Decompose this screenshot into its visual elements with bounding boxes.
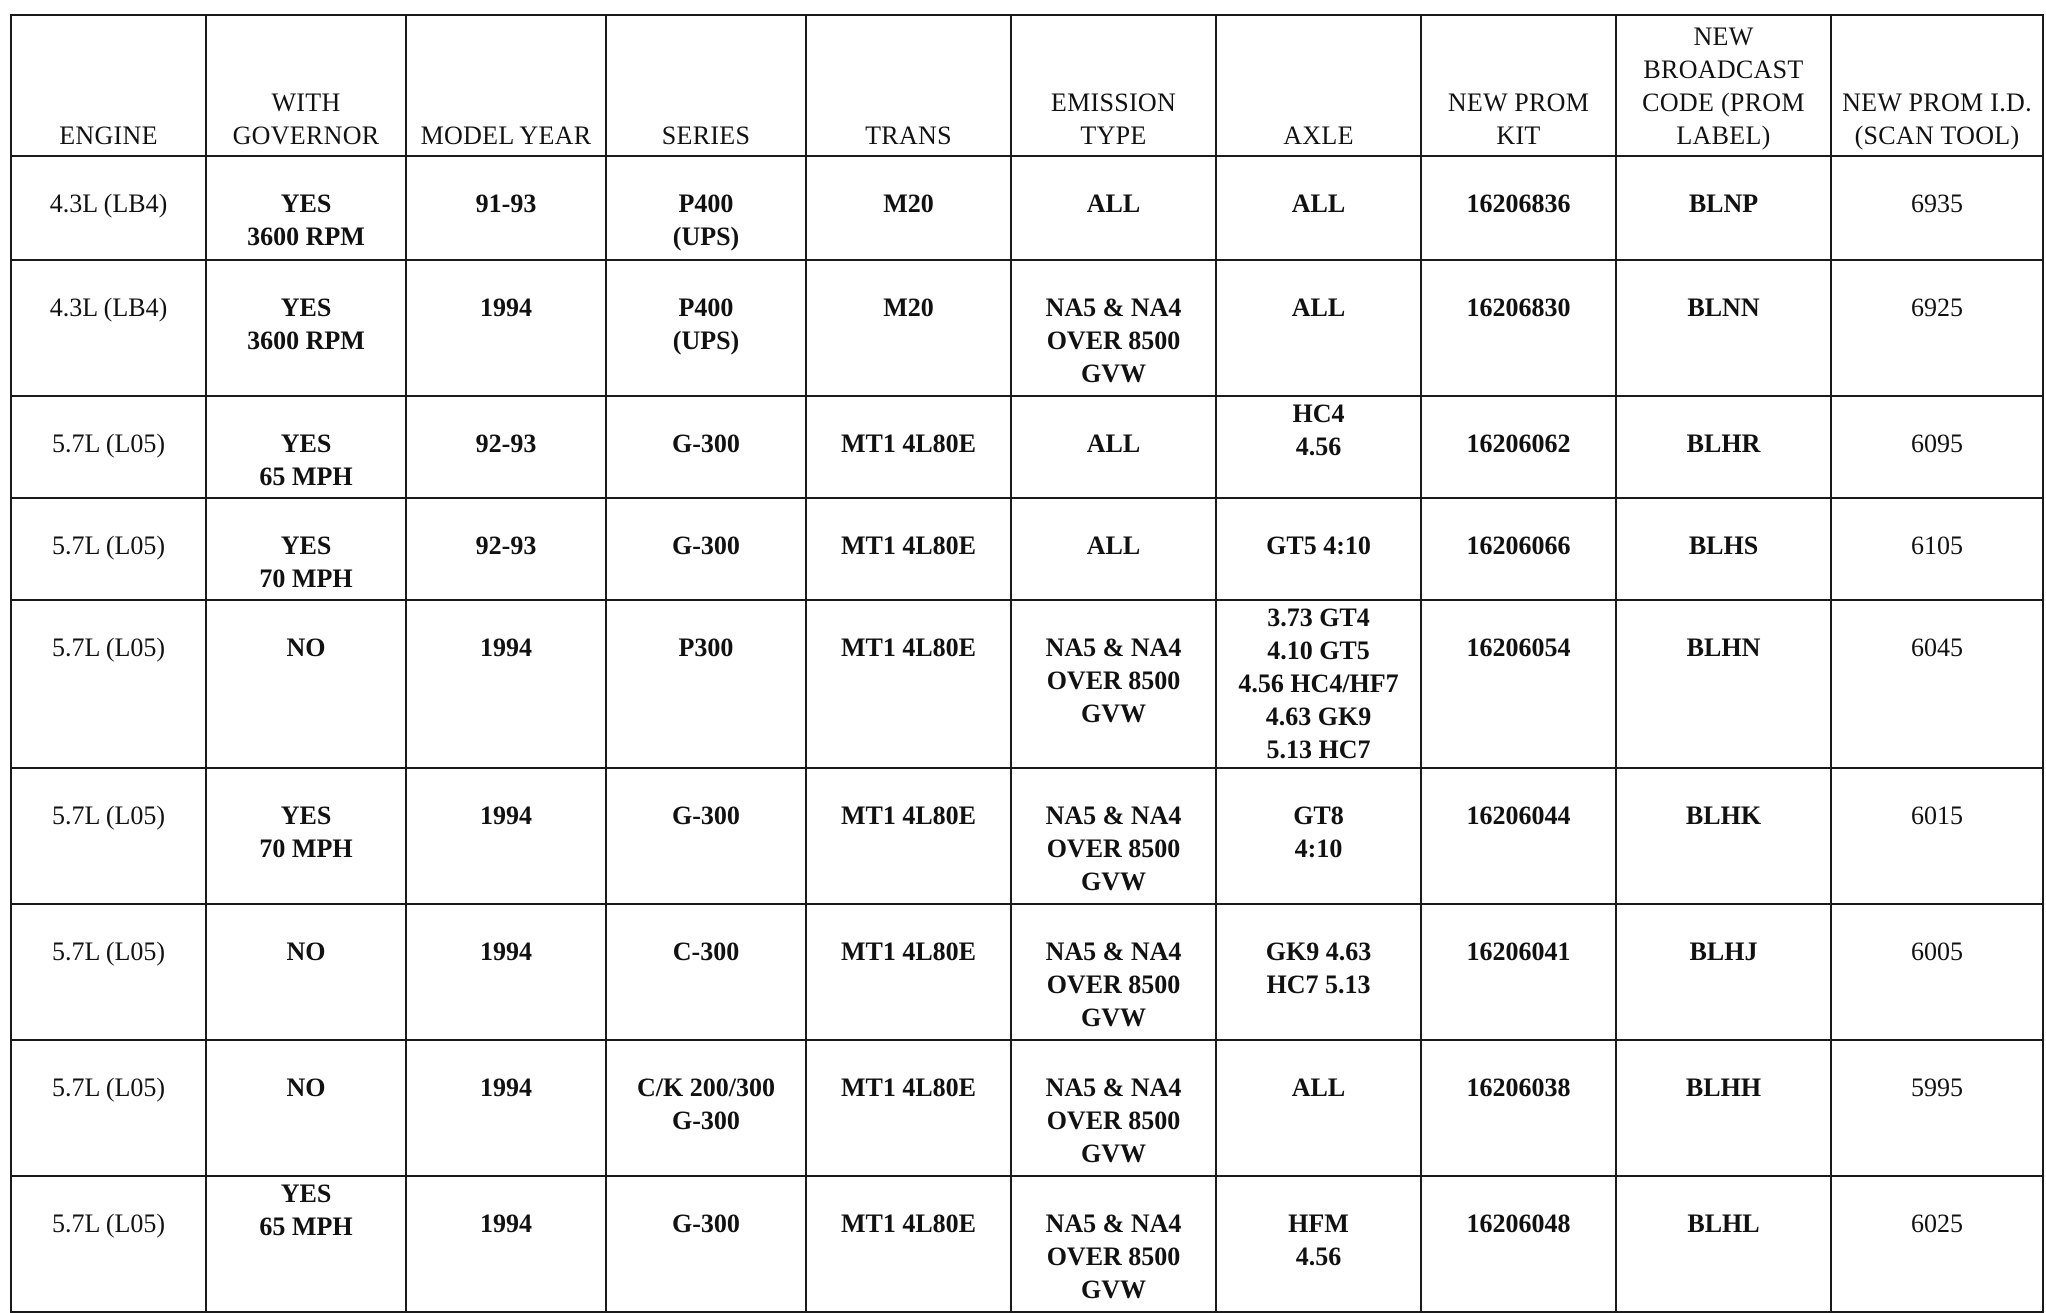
cell-broadcast-code-text: BLHJ	[1689, 937, 1758, 966]
cell-emission-type	[1011, 768, 1216, 904]
cell-axle	[1216, 768, 1421, 904]
cell-new-prom-kit	[1421, 600, 1616, 768]
cell-new-prom-kit-text: 16206054	[1466, 633, 1571, 662]
cell-engine-text: 5.7L (L05)	[51, 1209, 166, 1238]
cell-emission-type-line: ALL	[1086, 531, 1141, 560]
cell-emission-type	[1011, 498, 1216, 600]
cell-axle	[1216, 1176, 1421, 1312]
cell-trans-text: M20	[883, 189, 934, 218]
cell-governor	[206, 1176, 406, 1312]
cell-new-prom-kit	[1421, 396, 1616, 498]
cell-prom-id	[1831, 260, 2043, 396]
cell-emission-type	[1011, 1176, 1216, 1312]
cell-emission-type	[1011, 904, 1216, 1040]
header-broadcast-code: NEW BROADCAST CODE (PROM LABEL)	[1616, 15, 1831, 156]
cell-broadcast-code-text: BLNN	[1687, 293, 1760, 322]
cell-engine	[11, 1176, 206, 1312]
cell-emission-type-line: NA5 & NA4	[1045, 937, 1182, 966]
header-axle: AXLE	[1216, 15, 1421, 156]
cell-trans-text: MT1 4L80E	[840, 633, 977, 662]
cell-trans	[806, 600, 1011, 768]
cell-model-year-text: 91-93	[475, 189, 537, 218]
header-trans: TRANS	[806, 15, 1011, 156]
cell-trans-text: M20	[883, 293, 934, 322]
cell-new-prom-kit	[1421, 1040, 1616, 1176]
cell-axle-line: ALL	[1291, 1073, 1346, 1102]
cell-emission-type-line: NA5 & NA4	[1045, 1073, 1182, 1102]
cell-series-line: P300	[678, 633, 734, 662]
cell-governor	[206, 260, 406, 396]
header-model-year: MODEL YEAR	[406, 15, 606, 156]
cell-series-line: P400	[678, 293, 734, 322]
cell-prom-id-text: 6025	[1911, 1209, 1963, 1238]
cell-new-prom-kit-text: 16206062	[1466, 429, 1571, 458]
cell-prom-id	[1831, 1176, 2043, 1312]
cell-trans	[806, 396, 1011, 498]
header-prom-id: NEW PROM I.D. (SCAN TOOL)	[1831, 15, 2043, 156]
cell-new-prom-kit-text: 16206830	[1466, 293, 1571, 322]
cell-broadcast-code-text: BLHK	[1685, 801, 1762, 830]
cell-prom-id-text: 6015	[1911, 801, 1963, 830]
cell-engine	[11, 156, 206, 260]
cell-prom-id	[1831, 156, 2043, 260]
cell-governor	[206, 768, 406, 904]
cell-model-year	[406, 498, 606, 600]
cell-broadcast-code	[1616, 498, 1831, 600]
cell-axle-line: HC7 5.13	[1266, 970, 1371, 999]
cell-model-year	[406, 1176, 606, 1312]
cell-series-line: C-300	[672, 937, 740, 966]
table-row	[11, 600, 2043, 768]
cell-trans	[806, 1040, 1011, 1176]
cell-prom-id-text: 6105	[1911, 531, 1963, 560]
cell-axle-line: 4.10 GT5	[1267, 636, 1370, 665]
cell-governor-line: YES	[280, 189, 332, 218]
cell-axle-line: ALL	[1291, 293, 1346, 322]
cell-series-line: G-300	[672, 1209, 740, 1238]
cell-model-year-text: 92-93	[475, 531, 537, 560]
cell-model-year	[406, 904, 606, 1040]
cell-engine-text: 4.3L (LB4)	[49, 189, 168, 218]
cell-prom-id-text: 6935	[1911, 189, 1963, 218]
cell-governor-line: YES	[280, 1179, 332, 1208]
cell-emission-type	[1011, 260, 1216, 396]
cell-engine-text: 5.7L (L05)	[51, 429, 166, 458]
cell-emission-type-line: NA5 & NA4	[1045, 801, 1182, 830]
cell-axle-line: 4.56	[1295, 432, 1342, 461]
table-row	[11, 260, 2043, 396]
cell-broadcast-code-text: BLHR	[1686, 429, 1761, 458]
cell-new-prom-kit	[1421, 904, 1616, 1040]
cell-axle-line: 4:10	[1294, 834, 1343, 863]
table-header	[11, 15, 2043, 156]
cell-series-line: (UPS)	[672, 222, 740, 251]
cell-prom-id-text: 6095	[1911, 429, 1963, 458]
cell-series	[606, 1040, 806, 1176]
cell-trans-text: MT1 4L80E	[840, 801, 977, 830]
cell-model-year	[406, 156, 606, 260]
cell-emission-type-line: OVER 8500	[1046, 1106, 1181, 1135]
cell-series	[606, 498, 806, 600]
cell-series	[606, 904, 806, 1040]
cell-model-year-text: 1994	[480, 801, 532, 830]
cell-emission-type-line: OVER 8500	[1046, 666, 1181, 695]
cell-emission-type	[1011, 1040, 1216, 1176]
cell-emission-type-line: NA5 & NA4	[1045, 293, 1182, 322]
cell-model-year-text: 1994	[480, 633, 532, 662]
cell-new-prom-kit-text: 16206048	[1466, 1209, 1571, 1238]
cell-emission-type-line: NA5 & NA4	[1045, 633, 1182, 662]
cell-governor-line: 3600 RPM	[247, 326, 365, 355]
cell-engine-text: 5.7L (L05)	[51, 531, 166, 560]
cell-engine-text: 4.3L (LB4)	[49, 293, 168, 322]
cell-broadcast-code-text: BLHH	[1685, 1073, 1762, 1102]
table-row	[11, 396, 2043, 498]
cell-emission-type-line: GVW	[1081, 699, 1146, 728]
cell-model-year-text: 1994	[480, 937, 532, 966]
cell-governor-line: NO	[286, 1073, 326, 1102]
cell-governor	[206, 156, 406, 260]
cell-axle	[1216, 396, 1421, 498]
cell-series-line: P400	[678, 189, 734, 218]
cell-broadcast-code	[1616, 768, 1831, 904]
cell-axle	[1216, 904, 1421, 1040]
cell-axle-line: HC4	[1292, 399, 1345, 428]
cell-engine-text: 5.7L (L05)	[51, 633, 166, 662]
cell-broadcast-code	[1616, 396, 1831, 498]
cell-emission-type	[1011, 600, 1216, 768]
cell-broadcast-code-text: BLHS	[1688, 531, 1759, 560]
cell-engine	[11, 260, 206, 396]
cell-model-year	[406, 1040, 606, 1176]
cell-axle	[1216, 156, 1421, 260]
header-engine: ENGINE	[11, 15, 206, 156]
cell-governor-line: NO	[286, 633, 326, 662]
cell-trans	[806, 498, 1011, 600]
cell-new-prom-kit	[1421, 768, 1616, 904]
cell-model-year-text: 1994	[480, 293, 532, 322]
cell-emission-type-line: OVER 8500	[1046, 834, 1181, 863]
cell-emission-type-line: GVW	[1081, 1003, 1146, 1032]
cell-trans-text: MT1 4L80E	[840, 937, 977, 966]
header-series: SERIES	[606, 15, 806, 156]
cell-governor-line: 70 MPH	[259, 834, 353, 863]
cell-emission-type-line: GVW	[1081, 359, 1146, 388]
cell-emission-type-line: NA5 & NA4	[1045, 1209, 1182, 1238]
cell-new-prom-kit-text: 16206836	[1466, 189, 1571, 218]
cell-series-line: (UPS)	[672, 326, 740, 355]
cell-axle	[1216, 498, 1421, 600]
cell-emission-type-line: GVW	[1081, 867, 1146, 896]
cell-series-line: G-300	[672, 429, 740, 458]
cell-emission-type	[1011, 396, 1216, 498]
cell-emission-type-line: ALL	[1086, 429, 1141, 458]
cell-prom-id-text: 6045	[1911, 633, 1963, 662]
cell-series	[606, 768, 806, 904]
cell-engine	[11, 600, 206, 768]
cell-trans	[806, 260, 1011, 396]
cell-new-prom-kit	[1421, 260, 1616, 396]
cell-trans-text: MT1 4L80E	[840, 1209, 977, 1238]
table-row	[11, 498, 2043, 600]
cell-trans	[806, 156, 1011, 260]
cell-prom-id	[1831, 904, 2043, 1040]
prom-table	[10, 14, 2044, 1313]
header-emission-type: EMISSION TYPE	[1011, 15, 1216, 156]
cell-model-year-text: 92-93	[475, 429, 537, 458]
cell-governor	[206, 600, 406, 768]
cell-prom-id	[1831, 1040, 2043, 1176]
cell-trans	[806, 904, 1011, 1040]
cell-prom-id	[1831, 768, 2043, 904]
cell-series-line: G-300	[672, 531, 740, 560]
cell-trans	[806, 768, 1011, 904]
cell-new-prom-kit-text: 16206044	[1466, 801, 1571, 830]
cell-model-year-text: 1994	[480, 1209, 532, 1238]
table-row	[11, 1176, 2043, 1312]
cell-axle	[1216, 260, 1421, 396]
header-new-prom-kit: NEW PROM KIT	[1421, 15, 1616, 156]
table-row	[11, 1040, 2043, 1176]
table-body	[11, 156, 2043, 1312]
cell-engine	[11, 498, 206, 600]
cell-engine	[11, 904, 206, 1040]
cell-engine	[11, 396, 206, 498]
cell-series	[606, 396, 806, 498]
cell-series	[606, 1176, 806, 1312]
cell-axle-line: GT5 4:10	[1266, 531, 1371, 560]
cell-series	[606, 260, 806, 396]
cell-prom-id	[1831, 396, 2043, 498]
cell-broadcast-code	[1616, 156, 1831, 260]
cell-new-prom-kit	[1421, 156, 1616, 260]
cell-broadcast-code	[1616, 1176, 1831, 1312]
cell-broadcast-code	[1616, 260, 1831, 396]
cell-model-year	[406, 260, 606, 396]
cell-governor-line: NO	[286, 937, 326, 966]
cell-model-year	[406, 600, 606, 768]
cell-emission-type-line: OVER 8500	[1046, 326, 1181, 355]
cell-governor-line: YES	[280, 531, 332, 560]
cell-axle	[1216, 1040, 1421, 1176]
cell-broadcast-code	[1616, 1040, 1831, 1176]
cell-governor	[206, 1040, 406, 1176]
cell-emission-type-line: GVW	[1081, 1139, 1146, 1168]
cell-engine	[11, 1040, 206, 1176]
cell-new-prom-kit-text: 16206066	[1466, 531, 1571, 560]
cell-prom-id-text: 5995	[1911, 1073, 1963, 1102]
cell-broadcast-code	[1616, 904, 1831, 1040]
cell-prom-id	[1831, 498, 2043, 600]
cell-engine-text: 5.7L (L05)	[51, 937, 166, 966]
cell-model-year	[406, 768, 606, 904]
cell-model-year-text: 1994	[480, 1073, 532, 1102]
cell-trans-text: MT1 4L80E	[840, 429, 977, 458]
table-row	[11, 156, 2043, 260]
cell-axle-line: GT8	[1293, 801, 1344, 830]
cell-axle-line: 4.56	[1295, 1242, 1342, 1271]
cell-axle-line: 3.73 GT4	[1267, 603, 1370, 632]
cell-governor-line: 70 MPH	[259, 564, 353, 593]
cell-broadcast-code-text: BLHL	[1687, 1209, 1760, 1238]
cell-trans-text: MT1 4L80E	[840, 1073, 977, 1102]
cell-governor-line: YES	[280, 429, 332, 458]
prom-document	[10, 14, 2044, 1313]
cell-broadcast-code	[1616, 600, 1831, 768]
cell-trans-text: MT1 4L80E	[840, 531, 977, 560]
cell-new-prom-kit-text: 16206038	[1466, 1073, 1571, 1102]
cell-engine	[11, 768, 206, 904]
cell-series	[606, 600, 806, 768]
cell-governor-line: 65 MPH	[259, 462, 353, 491]
cell-prom-id-text: 6925	[1911, 293, 1963, 322]
cell-governor-line: YES	[280, 293, 332, 322]
table-row	[11, 768, 2043, 904]
cell-series-line: C/K 200/300	[637, 1073, 775, 1102]
cell-series-line: G-300	[672, 1106, 740, 1135]
cell-series	[606, 156, 806, 260]
cell-governor	[206, 396, 406, 498]
cell-emission-type-line: ALL	[1086, 189, 1141, 218]
cell-engine-text: 5.7L (L05)	[51, 1073, 166, 1102]
cell-axle-line: GK9 4.63	[1265, 937, 1372, 966]
cell-axle-line: 4.56 HC4/HF7	[1238, 669, 1399, 698]
cell-emission-type-line: OVER 8500	[1046, 1242, 1181, 1271]
cell-emission-type	[1011, 156, 1216, 260]
cell-new-prom-kit	[1421, 1176, 1616, 1312]
cell-axle	[1216, 600, 1421, 768]
cell-prom-id-text: 6005	[1911, 937, 1963, 966]
cell-governor-line: 3600 RPM	[247, 222, 365, 251]
cell-broadcast-code-text: BLHN	[1686, 633, 1761, 662]
cell-series-line: G-300	[672, 801, 740, 830]
header-row	[11, 15, 2043, 156]
cell-model-year	[406, 396, 606, 498]
cell-axle-line: 4.63 GK9	[1265, 702, 1372, 731]
cell-axle-line: ALL	[1291, 189, 1346, 218]
cell-engine-text: 5.7L (L05)	[51, 801, 166, 830]
cell-emission-type-line: OVER 8500	[1046, 970, 1181, 999]
cell-axle-line: HFM	[1288, 1209, 1349, 1238]
cell-axle-line: 5.13 HC7	[1266, 735, 1371, 764]
cell-new-prom-kit-text: 16206041	[1466, 937, 1571, 966]
cell-governor-line: 65 MPH	[259, 1212, 353, 1241]
cell-governor	[206, 904, 406, 1040]
cell-governor	[206, 498, 406, 600]
cell-governor-line: YES	[280, 801, 332, 830]
cell-prom-id	[1831, 600, 2043, 768]
cell-new-prom-kit	[1421, 498, 1616, 600]
header-governor: WITH GOVERNOR	[206, 15, 406, 156]
cell-broadcast-code-text: BLNP	[1688, 189, 1759, 218]
cell-trans	[806, 1176, 1011, 1312]
cell-emission-type-line: GVW	[1081, 1275, 1146, 1304]
table-row	[11, 904, 2043, 1040]
